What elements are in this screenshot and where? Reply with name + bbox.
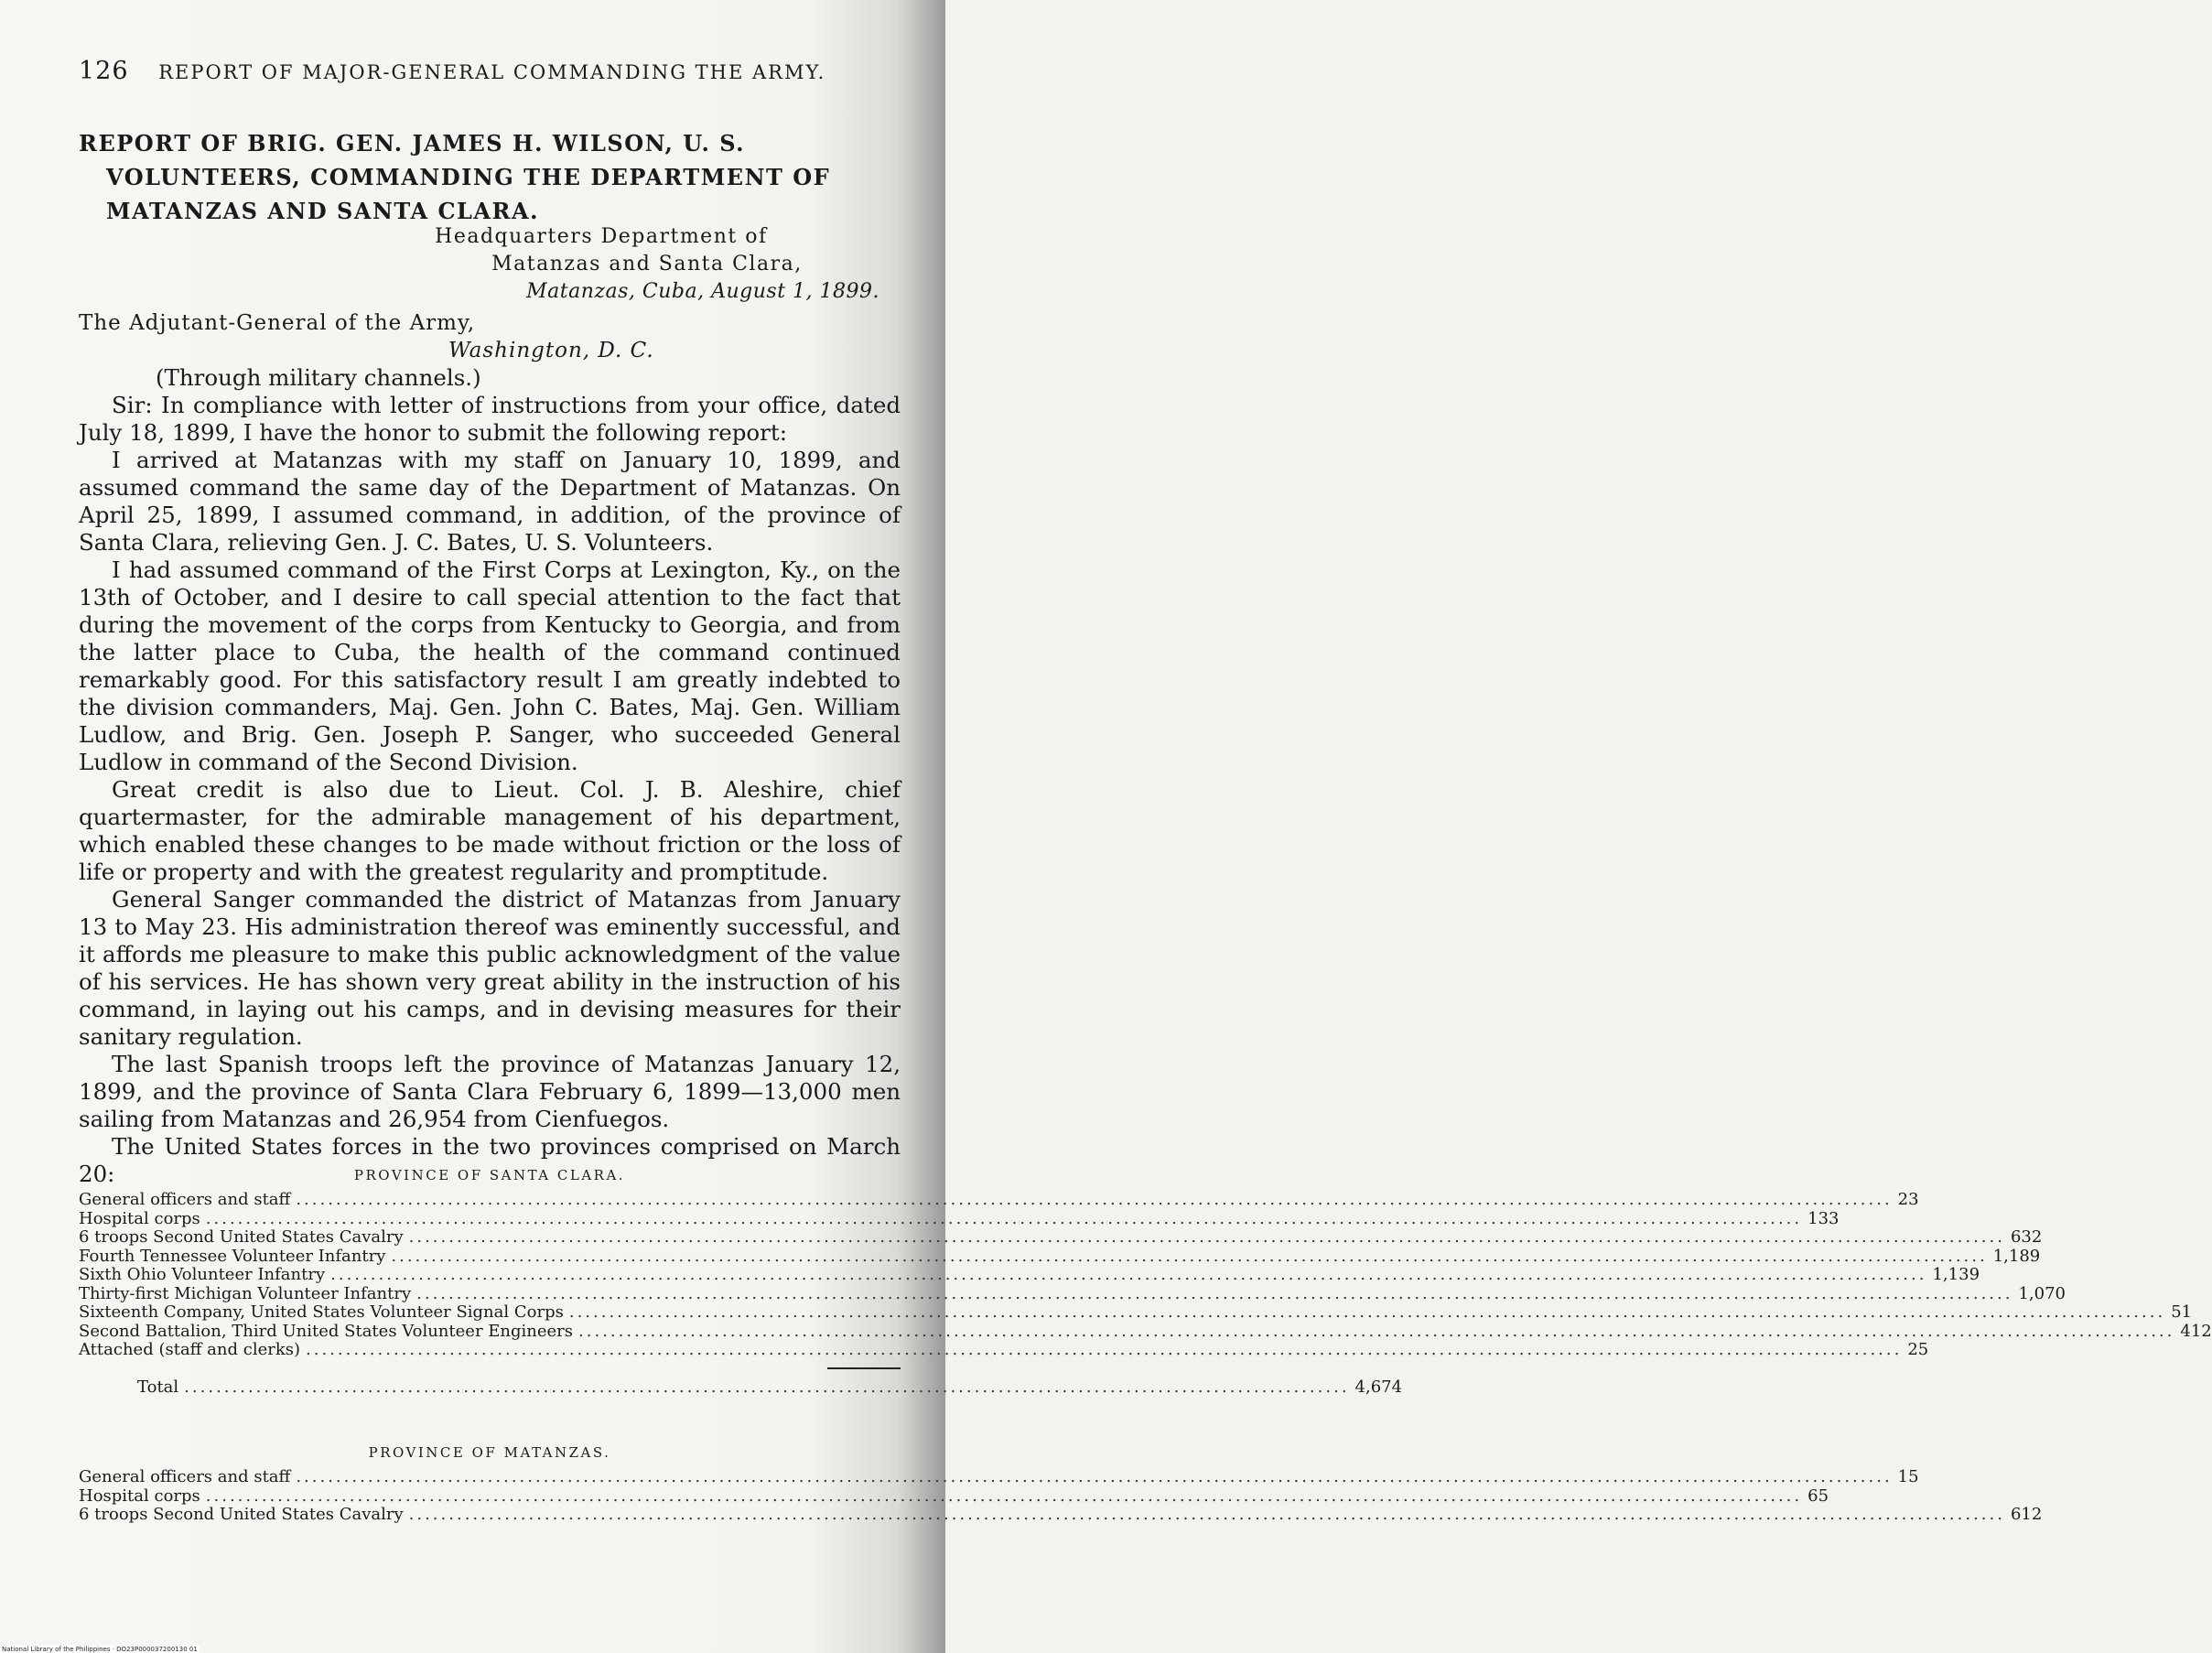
table-row	[79, 1246, 2041, 1267]
leader-dots: ........................................................................................................................................................................................................	[391, 1246, 1988, 1266]
table-row	[79, 1467, 1919, 1487]
santa-clara-table	[79, 1167, 2212, 1397]
table-row	[79, 1505, 2043, 1525]
running-title: REPORT OF MAJOR-GENERAL COMMANDING THE ARMY.	[158, 61, 826, 83]
table-row	[79, 1340, 1929, 1360]
leader-dots: ..................................................................................................................................................	[184, 1377, 1350, 1397]
hq-line-3: Matanzas, Cuba, August 1, 1899.	[526, 280, 879, 303]
table-row	[79, 1208, 1840, 1229]
paragraph: The United States forces in the two provinces comprised on March 20:	[79, 1133, 901, 1187]
row-value: 612	[2010, 1505, 2043, 1524]
report-title: REPORT OF BRIG. GEN. JAMES H. WILSON, U. S. VOLUNTEERS, COMMANDING THE DEPARTMENT OF MATANZAS AND SANTA CLARA.	[79, 130, 831, 224]
leader-dots: ........................................................................................................................................................................................................	[416, 1283, 2013, 1303]
page-number: 126	[79, 57, 129, 85]
total-rule	[827, 1367, 901, 1369]
row-value: 1,139	[1932, 1265, 1980, 1284]
table-rows	[79, 1467, 2043, 1525]
table-row	[79, 1283, 2066, 1304]
leader-dots: ........................................................................................................................................................................................................	[408, 1227, 2005, 1247]
addressee	[79, 309, 884, 364]
total-value: 4,674	[1354, 1377, 1403, 1397]
table-row-total	[79, 1377, 1403, 1398]
row-label: Sixteenth Company, United States Volunteer Signal Corps	[79, 1302, 564, 1322]
row-value: 632	[2010, 1227, 2043, 1247]
table-heading: PROVINCE OF MATANZAS.	[368, 1444, 611, 1461]
row-value: 25	[1907, 1340, 1929, 1359]
table-row	[79, 1486, 1829, 1507]
row-label: Hospital corps	[79, 1486, 200, 1506]
leader-dots: ........................................................................................................................................................................................................	[408, 1505, 2005, 1524]
leader-dots: ........................................................................................................................................................................................................	[205, 1208, 1803, 1228]
row-label: Thirty-first Michigan Volunteer Infantry	[79, 1283, 412, 1303]
row-label: Sixth Ohio Volunteer Infantry	[79, 1265, 326, 1284]
row-label: General officers and staff	[79, 1467, 291, 1486]
row-label: 6 troops Second United States Cavalry	[79, 1227, 404, 1247]
row-value: 1,189	[1992, 1246, 2041, 1266]
row-label: 6 troops Second United States Cavalry	[79, 1505, 404, 1524]
running-head	[79, 57, 884, 85]
row-value: 15	[1897, 1467, 1919, 1486]
paragraph: I arrived at Matanzas with my staff on January 10, 1899, and assumed command the same day of the Department of Matanzas. On April 25, 1899, I assumed command, in addition, of the province of Santa Clara, relieving Gen. J. C. Bates, U. S. Volunteers.	[79, 447, 901, 556]
row-value: 51	[2171, 1302, 2193, 1322]
paragraph: Sir: In compliance with letter of instructions from your office, dated July 18, 1899, I have the honor to submit the following report:	[79, 392, 901, 446]
scan-footer: National Library of the Philippines · DO23P000037200130 01	[2, 1646, 198, 1653]
table-heading: PROVINCE OF SANTA CLARA.	[353, 1167, 626, 1183]
row-value: 412	[2180, 1321, 2212, 1341]
leader-dots: ........................................................................................................................................................................................................	[578, 1321, 2175, 1341]
table-row	[79, 1190, 1919, 1210]
row-label: General officers and staff	[79, 1190, 291, 1209]
paragraph: General Sanger commanded the district of Matanzas from January 13 to May 23. His administration thereof was eminently successful, and it affords me pleasure to make this public acknowledgment of the value of his services. He has shown very great ability in the instruction of his command, in laying out his camps, and in devising measures for their sanitary regulation.	[79, 886, 901, 1050]
addressee-line-1: The Adjutant-General of the Army,	[79, 311, 476, 335]
row-label: Fourth Tennessee Volunteer Infantry	[79, 1246, 386, 1266]
row-label: Attached (staff and clerks)	[79, 1340, 301, 1359]
row-label: Second Battalion, Third United States Volunteer Engineers	[79, 1321, 574, 1341]
table-row	[79, 1227, 2043, 1248]
leader-dots: ........................................................................................................................................................................................................	[306, 1340, 1903, 1359]
hq-line-2: Matanzas and Santa Clara,	[491, 253, 803, 276]
leader-dots: ........................................................................................................................................................................................................	[205, 1486, 1803, 1506]
matanzas-table	[79, 1444, 2043, 1525]
table-row	[79, 1265, 1980, 1285]
total-label: Total	[137, 1377, 179, 1397]
letter-body	[79, 364, 901, 1188]
leader-dots: ........................................................................................................................................................................................................	[296, 1190, 1893, 1209]
paragraph: I had assumed command of the First Corps at Lexington, Ky., on the 13th of October, and I desire to call special attention to the fact that during the movement of the corps from Kentucky to Georgia, and from the latter place to Cuba, the health of the command continued remarkably good. For this satisfactory result I am greatly indebted to the division commanders, Maj. Gen. John C. Bates, Maj. Gen. William Ludlow, and Brig. Gen. Joseph P. Sanger, who succeeded General Ludlow in command of the Second Division.	[79, 556, 901, 775]
leader-dots: ........................................................................................................................................................................................................	[330, 1265, 1927, 1284]
table-rows	[79, 1190, 2212, 1360]
hq-line-1: Headquarters Department of	[435, 225, 768, 248]
paragraph: Great credit is also due to Lieut. Col. J. B. Aleshire, chief quartermaster, for the admirable management of his department, which enabled these changes to be made without friction or the loss of life or property and with the greatest regularity and promptitude.	[79, 776, 901, 885]
headquarters-heading	[435, 223, 879, 306]
row-value: 65	[1807, 1486, 1829, 1506]
through-note: (Through military channels.)	[156, 364, 481, 391]
row-value: 133	[1807, 1208, 1840, 1228]
row-value: 23	[1897, 1190, 1919, 1209]
table-row	[79, 1302, 2193, 1323]
row-label: Hospital corps	[79, 1208, 200, 1228]
addressee-line-2: Washington, D. C.	[448, 339, 654, 362]
leader-dots: ........................................................................................................................................................................................................	[296, 1467, 1893, 1486]
table-row	[79, 1321, 2212, 1342]
leader-dots: ........................................................................................................................................................................................................	[568, 1302, 2166, 1322]
row-value: 1,070	[2018, 1283, 2066, 1303]
paragraph: The last Spanish troops left the province of Matanzas January 12, 1899, and the province of Santa Clara February 6, 1899—13,000 men sailing from Matanzas and 26,954 from Cienfuegos.	[79, 1051, 901, 1132]
